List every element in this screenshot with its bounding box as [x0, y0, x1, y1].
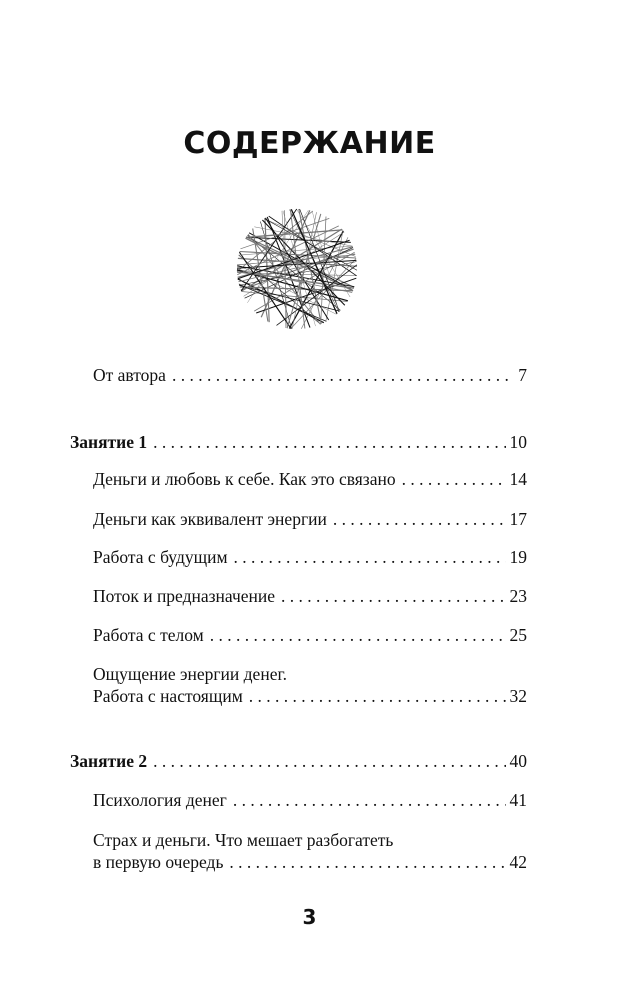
toc-entry-label: От автора — [93, 365, 166, 385]
toc-entry-author-note[interactable] — [93, 364, 527, 386]
toc-entry-page: 23 — [509, 586, 527, 606]
toc-entry-page: 40 — [509, 751, 527, 771]
toc-entry-lesson-1[interactable] — [70, 431, 527, 453]
toc-entry-page: 32 — [509, 686, 527, 706]
dot-leader — [249, 685, 506, 707]
toc-entry-page: 7 — [518, 365, 527, 385]
toc-entry-label: Деньги и любовь к себе. Как это связано — [93, 469, 396, 489]
toc-entry-label-line-1: Страх и деньги. Что мешает разбогатеть — [93, 830, 394, 850]
toc-entry-flow-and-purpose[interactable] — [93, 585, 527, 607]
toc-entry-label: Работа с телом — [93, 625, 204, 645]
toc-entry-money-energy-sensation[interactable] — [93, 663, 527, 707]
toc-entry-page: 17 — [509, 509, 527, 529]
dot-leader — [172, 364, 514, 386]
toc-entry-page: 14 — [509, 469, 527, 489]
toc-entry-fear-and-money[interactable] — [93, 829, 527, 873]
dot-leader — [233, 789, 506, 811]
page-number: 3 — [302, 905, 317, 929]
toc-entry-lesson-2[interactable] — [70, 750, 527, 772]
toc-entry-label: Работа с будущим — [93, 547, 228, 567]
toc-entry-money-psychology[interactable] — [93, 789, 527, 811]
dot-leader — [333, 508, 506, 530]
toc-entry-label-line-2: в первую очередь — [93, 852, 224, 872]
dot-leader — [229, 851, 505, 873]
toc-entry-page: 19 — [509, 547, 527, 567]
toc-entry-working-with-body[interactable] — [93, 624, 527, 646]
dot-leader — [402, 468, 506, 490]
toc-entry-label: Деньги как эквивалент энергии — [93, 509, 327, 529]
toc-entry-label-line-1: Ощущение энергии денег. — [93, 664, 288, 684]
dot-leader — [153, 431, 505, 453]
dot-leader — [210, 624, 506, 646]
dot-leader — [281, 585, 505, 607]
toc-entry-page: 41 — [509, 790, 527, 810]
toc-entry-money-as-energy[interactable] — [93, 508, 527, 530]
dot-leader — [234, 546, 506, 568]
toc-entry-label: Занятие 2 — [70, 751, 148, 771]
toc-entry-working-with-future[interactable] — [93, 546, 527, 568]
dot-leader — [153, 750, 505, 772]
toc-entry-label: Психология денег — [93, 790, 227, 810]
toc-entry-money-and-self-love[interactable] — [93, 468, 527, 490]
toc-entry-page: 42 — [509, 852, 527, 872]
toc-entry-label-line-2: Работа с настоящим — [93, 686, 243, 706]
toc-entry-label: Поток и предназначение — [93, 586, 276, 606]
toc-entry-page: 25 — [509, 625, 527, 645]
toc-entry-page: 10 — [509, 432, 527, 452]
page-title: СОДЕРЖАНИЕ — [183, 126, 436, 161]
toc-entry-label: Занятие 1 — [70, 432, 148, 452]
